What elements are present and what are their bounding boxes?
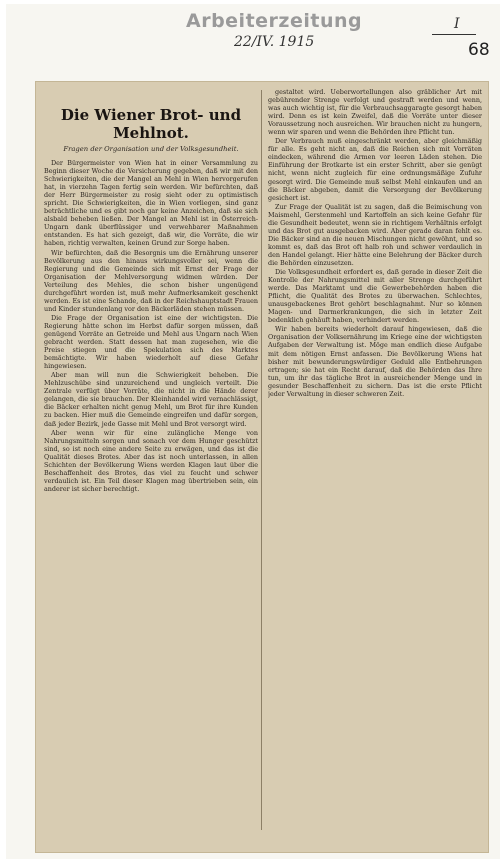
handwritten-underline xyxy=(432,34,476,35)
right-column xyxy=(268,88,482,690)
paragraph: Die Volksgesundheit erfordert es, daß gerade in dieser Zeit die Kontrolle der Nahrungsmittel mit aller Strenge durchgeführt werde. Das Marktamt und die Gewerbebehörden haben die Pflicht, die Qualität des Brotes zu überwachen. Schlechtes, unausgebackenes Brot gehört beschlagnahmt. Nur so können Magen- und Darmerkrankungen, die sich in letzter Zeit bedenklich gehäuft haben, verhindert werden. xyxy=(268,268,482,325)
paragraph: Der Verbrauch muß eingeschränkt werden, aber gleichmäßig für alle. Es geht nicht an, daß die Reichen sich mit Vorräten eindecken, während die Armen vor leeren Läden stehen. Die Einführung der Brotkarte ist ein erster Schritt, aber sie genügt nicht, wenn nicht zugleich für eine ordnungsmäßige Zufuhr gesorgt wird. Die Gemeinde muß selbst Mehl einkaufen und an die Bäcker abgeben, damit die Versorgung der Bevölkerung gesichert ist. xyxy=(268,137,482,202)
paragraph: Wir haben bereits wiederholt darauf hingewiesen, daß die Organisation der Volksernährung im Kriege eine der wichtigsten Aufgaben der Verwaltung ist. Möge man endlich diese Aufgabe mit dem nötigen Ernst anfassen. Die Bevölkerung Wiens hat bisher mit bewunderungswürdiger Geduld alle Entbehrungen ertragen; sie hat ein Recht darauf, daß die Behörden das Ihre tun, um ihr das tägliche Brot in ausreichender Menge und in gesunder Beschaffenheit zu sichern. Das ist die erste Pflicht jeder Verwaltung in dieser schweren Zeit. xyxy=(268,325,482,398)
paragraph: Aber man will nun die Schwierigkeit beheben. Die Mehlzuschübe sind unzureichend und ungleich verteilt. Die Zentrale verfügt über Vorräte, die nicht in die Hände derer gelangen, die sie brauchen. Der Kleinhandel wird vernachlässigt, die Bäcker erhalten nicht genug Mehl, um Brot für ihre Kunden zu backen. Hier muß die Gemeinde eingreifen und dafür sorgen, daß jeder Bezirk, jede Gasse mit Mehl und Brot versorgt wird. xyxy=(44,371,258,428)
handwritten-date: 22/IV. 1915 xyxy=(234,34,315,50)
handwritten-mark: I xyxy=(454,16,460,32)
article-headline: Die Wiener Brot- und Mehlnot. xyxy=(60,106,242,142)
publication-stamp: Arbeiterzeitung xyxy=(186,10,363,32)
left-column xyxy=(44,88,258,838)
newspaper-clipping xyxy=(36,82,488,852)
paragraph: gestaltet wird. Ueberwortellungen also gräblicher Art mit gebührender Strenge verfolgt und gestraft werden und wenn, was auch wichtig ist, für die Verbrauchsaggaragte gesorgt haben wird. Denn es ist kein Zweifel, daß die Vorräte unter dieser Voraussetzung noch ausreichen. Wir brauchen nicht zu hungern, wenn wir sparen und wenn die Behörden ihre Pflicht tun. xyxy=(268,88,482,137)
page-number: 68 xyxy=(468,40,490,60)
paragraph: Aber wenn wir für eine zulängliche Menge von Nahrungsmitteln sorgen und sonach vor dem Hunger geschützt sind, so ist noch eine andere Seite zu erwägen, und das ist die Qualität dieses Brotes. Aber das ist noch unterlassen, in allen Schichten der Bevölkerung Wiens werden Klagen laut über die Beschaffenheit des Brotes, das viel zu feucht und schwer verdaulich ist. Ein Teil dieser Klagen mag übertrieben sein, ein anderer ist sicher berechtigt. xyxy=(44,428,258,493)
paragraph: Zur Frage der Qualität ist zu sagen, daß die Beimischung von Maismehl, Gerstenmehl und Kartoffeln an sich keine Gefahr für die Gesundheit bedeutet, wenn sie in richtigem Verhältnis erfolgt und das Brot gut ausgebacken wird. Aber gerade daran fehlt es. Die Bäcker sind an die neuen Mischungen nicht gewöhnt, und so kommt es, daß das Brot oft halb roh und schwer verdaulich in den Handel gelangt. Hier hätte eine Belehrung der Bäcker durch die Behörden einzusetzen. xyxy=(268,202,482,267)
article-subheading: Fragen der Organisation und der Volksgesundheit. xyxy=(63,145,239,153)
paragraph: Die Frage der Organisation ist eine der wichtigsten. Die Regierung hätte schon im Herbst dafür sorgen müssen, daß genügend Vorräte an Getreide und Mehl aus Ungarn nach Wien gebracht werden. Statt dessen hat man zugesehen, wie die Preise stiegen und die Spekulation sich des Marktes bemächtigte. Wir haben wiederholt auf diese Gefahr hingewiesen. xyxy=(44,313,258,371)
paragraph: Der Bürgermeister von Wien hat in einer Versammlung zu Beginn dieser Woche die Versicherung gegeben, daß wir mit den Schwierigkeiten, die der Mangel an Mehl in Wien hervorgerufen hat, in vierzehn Tagen fertig sein werden. Wir befürchten, daß der Herr Bürgermeister zu rosig sieht oder zu optimistisch spricht. Die Schwierigkeiten, die in Wien vorliegen, sind ganz beträchtliche und es gibt noch gar keine Anzeichen, daß sie sich alsbald beheben ließen. Der Mangel an Mehl ist in Österreich-Ungarn dank überflüssiger und verwehbarer Maßnahmen entstanden. Es hat sich gezeigt, daß wir, die Vorräte, die wir haben, richtig verwalten, keinen Grund zur Sorge haben. xyxy=(44,159,258,248)
column-divider xyxy=(261,90,262,830)
paragraph: Wir befürchten, daß die Besorgnis um die Ernährung unserer Bevölkerung aus den hinaus wirkungsvoller sei, wenn die Regierung und die Gemeinde sich mit Ernst der Frage der Organisation der Mehlversorgung widmen würden. Der Verteilung des Mehles, die schon bisher ungenügend durchgeführt worden ist, muß mehr Aufmerksamkeit geschenkt werden. Es ist eine Schande, daß in der Reichshauptstadt Frauen und Kinder stundenlang vor den Bäckerläden stehen müssen. xyxy=(44,248,258,313)
archive-sheet xyxy=(6,4,500,859)
